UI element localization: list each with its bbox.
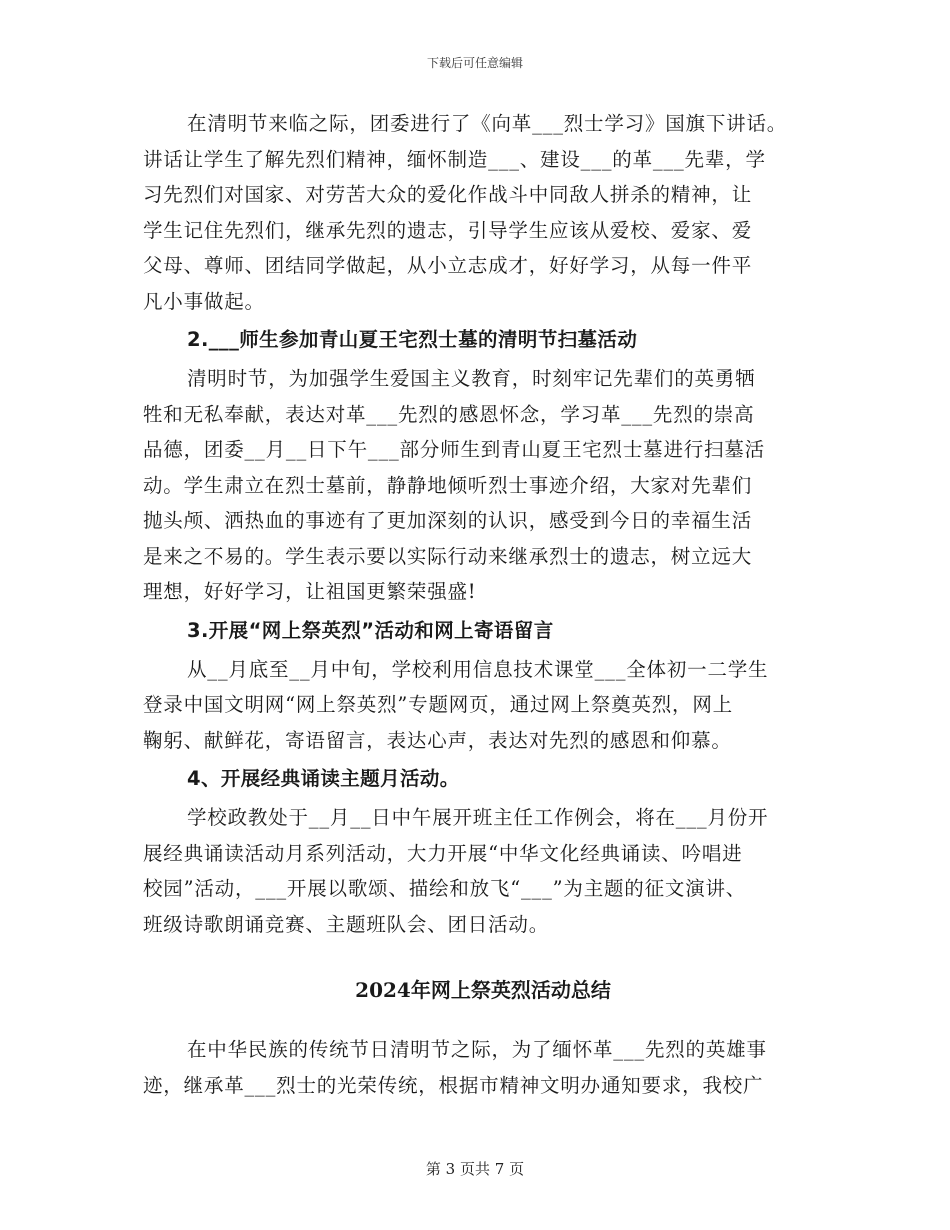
text-line: 清明时节，为加强学生爱国主义教育，时刻牢记先辈们的英勇牺 xyxy=(187,367,756,390)
page-header-note: 下载后可任意编辑 xyxy=(426,56,523,70)
heading-classic-reading: 4、开展经典诵读主题月活动。 xyxy=(187,767,460,790)
paragraph-tomb-sweeping xyxy=(143,361,823,610)
text-line: 鞠躬、献鲜花，寄语留言，表达心声，表达对先烈的感恩和仰慕。 xyxy=(143,728,732,752)
text-line: 学生记住先烈们，继承先烈的遗志，引导学生应该从爱校、爱家、爱 xyxy=(143,218,753,242)
page-number: 第 3 页共 7 页 xyxy=(425,1160,525,1178)
section-title: 2024年网上祭英烈活动总结 xyxy=(355,978,611,1002)
text-line: 动。学生肃立在烈士墓前，静静地倾听烈士事迹介绍，大家对先辈们 xyxy=(143,473,753,497)
document-body xyxy=(143,106,823,1103)
text-line: 学校政教处于__月__日中午展开班主任工作例会，将在___月份开 xyxy=(187,806,769,829)
text-line: 抛头颅、洒热血的事迹有了更加深刻的认识，感受到今日的幸福生活 xyxy=(143,509,753,532)
text-line: 登录中国文明网“网上祭英烈”专题网页，通过网上祭奠英烈，网上 xyxy=(143,693,733,716)
text-line: 在中华民族的传统节日清明节之际，为了缅怀革___先烈的英雄事 xyxy=(187,1038,767,1061)
text-line: 习先烈们对国家、对劳苦大众的爱化作战斗中同敌人拼杀的精神，让 xyxy=(143,183,753,206)
text-line: 凡小事做起。 xyxy=(143,289,265,313)
paragraph-flag-speech xyxy=(143,106,823,319)
text-line: 牲和无私奉献，表达对革___先烈的感恩怀念，学习革___先烈的崇高 xyxy=(143,402,755,426)
text-line: 在清明节来临之际，团委进行了《向革___烈士学习》国旗下讲话。 xyxy=(187,112,788,135)
text-line: 校园”活动，___开展以歌颂、描绘和放飞“___”为主题的征文演讲、 xyxy=(143,877,747,900)
heading-tomb-sweeping: 2.___师生参加青山夏王宅烈士墓的清明节扫墓活动 xyxy=(187,328,638,351)
text-line: 父母、尊师、团结同学做起，从小立志成才，好好学习，从每一件平 xyxy=(143,254,753,277)
text-line: 是来之不易的。学生表示要以实际行动来继承烈士的遗志，树立远大 xyxy=(143,544,753,568)
heading-online-tribute: 3.开展“网上祭英烈”活动和网上寄语留言 xyxy=(187,618,554,642)
paragraph-online-tribute xyxy=(143,652,823,759)
text-line: 迹，继承革___烈士的光荣传统，根据市精神文明办通知要求，我校广 xyxy=(143,1073,764,1097)
text-line: 理想，好好学习，让祖国更繁荣强盛! xyxy=(143,580,477,603)
paragraph-summary-intro xyxy=(143,1032,823,1103)
text-line: 讲话让学生了解先烈们精神，缅怀制造___、建设___的革___先辈，学 xyxy=(143,147,766,171)
text-line: 品德，团委__月__日下午___部分师生到青山夏王宅烈士墓进行扫墓活 xyxy=(143,438,765,461)
text-line: 展经典诵读活动月系列活动，大力开展“中华文化经典诵读、吟唱进 xyxy=(143,841,743,865)
text-line: 班级诗歌朗诵竞赛、主题班队会、团日活动。 xyxy=(143,912,550,936)
paragraph-classic-reading xyxy=(143,800,823,942)
text-line: 从__月底至__月中旬，学校利用信息技术课堂___全体初一二学生 xyxy=(187,657,769,681)
